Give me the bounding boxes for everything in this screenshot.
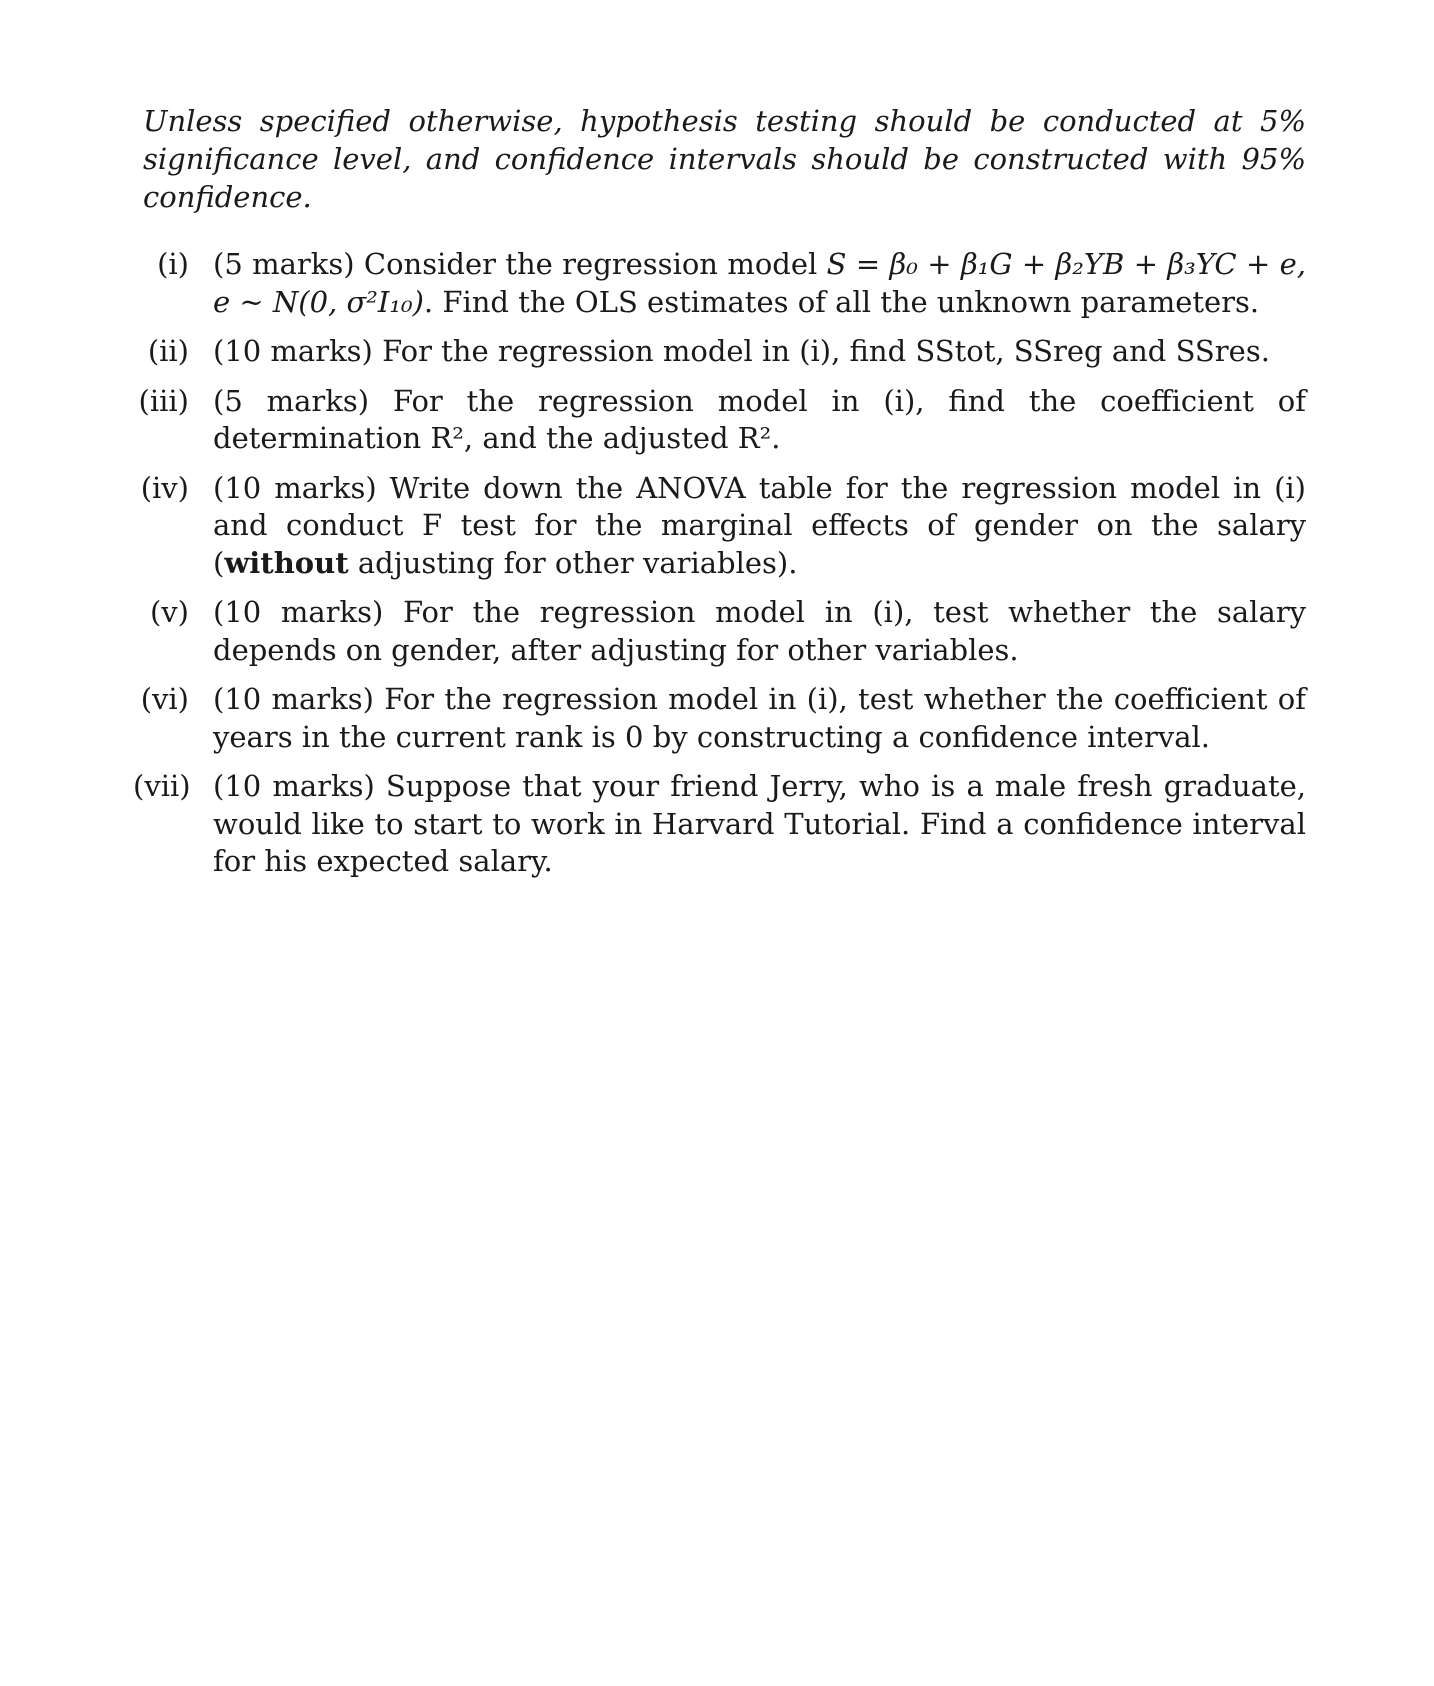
question-number: (i): [157, 247, 189, 281]
question-text-post: adjusting for other variables).: [348, 545, 798, 580]
question-text: (5 marks) For the regression model in (i), find the coefficient of determination R², and the adjusted R².: [213, 383, 1306, 455]
question-item: [133, 768, 1306, 881]
question-text: (10 marks) Suppose that your friend Jerry, who is a male fresh graduate, would like to start to work in Harvard Tutorial. Find a confidence interval for his expected salary.: [213, 769, 1306, 878]
question-item: [143, 333, 1306, 371]
question-number: (ii): [147, 334, 189, 368]
regression-formula: S = β₀ + β₁G + β₂YB + β₃YC + e, e ~ N(0, σ²I₁₀): [213, 247, 1306, 319]
question-text: (10 marks) For the regression model in (i), test whether the salary depends on gender, after adjusting for other variables.: [213, 595, 1306, 667]
question-number: (vi): [140, 682, 189, 716]
question-number: (v): [149, 595, 189, 629]
question-number: (iii): [138, 383, 189, 418]
question-item: [140, 681, 1306, 756]
question-text-pre: (10 marks) Write down the ANOVA table for the regression model in (i) and conduct F test for the marginal effects of gender on the salary (: [213, 470, 1306, 580]
question-item: [143, 246, 1306, 321]
question-text: (10 marks) For the regression model in (i), test whether the coefficient of years in the current rank is 0 by constructing a confidence interval.: [213, 682, 1306, 754]
question-item: [138, 383, 1306, 458]
question-text: (10 marks) For the regression model in (i), find SStot, SSreg and SSres.: [213, 334, 1270, 368]
intro-instructions: Unless specified otherwise, hypothesis testing should be conducted at 5% significance level, and confidence intervals should be constructed with 95% confidence.: [143, 104, 1306, 214]
question-item: [140, 470, 1306, 583]
document-page: [133, 102, 1306, 893]
emphasis-without: without: [224, 545, 349, 580]
question-number: (vii): [133, 769, 191, 803]
question-list: [133, 246, 1306, 881]
question-text-post: . Find the OLS estimates of all the unknown parameters.: [423, 284, 1260, 319]
question-text-pre: (5 marks) Consider the regression model: [213, 247, 827, 281]
question-number: (iv): [140, 470, 189, 505]
question-item: [143, 594, 1306, 669]
